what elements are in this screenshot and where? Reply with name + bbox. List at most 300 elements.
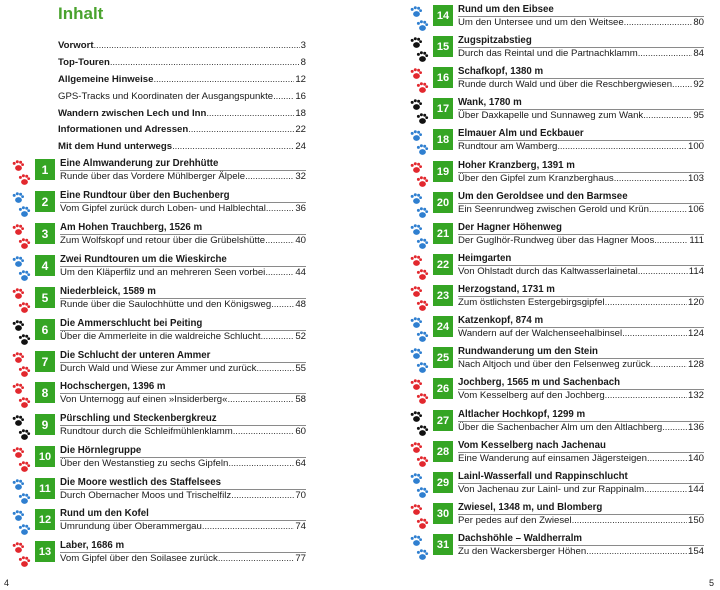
tour-number-badge: 19 xyxy=(433,161,453,182)
tour-subtitle: Vom Gipfel zurück durch Loben- und Halblechtal xyxy=(60,203,266,214)
leader-dots xyxy=(624,17,693,28)
leader-dots xyxy=(638,266,688,277)
intro-entry[interactable] xyxy=(58,108,306,125)
tour-entry[interactable] xyxy=(0,413,360,443)
tour-page: 100 xyxy=(687,141,704,152)
paw-black-icon xyxy=(12,415,32,443)
leader-dots xyxy=(228,458,294,469)
paw-marker xyxy=(410,68,430,96)
tour-title: Eine Rundtour über den Buchenberg xyxy=(60,190,230,201)
tour-page: 111 xyxy=(689,235,704,246)
tour-subtitle: Rundtour durch die Schleifmühlenklamm xyxy=(60,426,233,437)
tour-title: Dachshöhle – Waldherralm xyxy=(458,533,582,544)
tour-title: Niederbleick, 1589 m xyxy=(60,286,156,297)
leader-dots xyxy=(643,110,692,121)
tour-subtitle: Runde durch Wald und über die Reschbergwiesen xyxy=(458,79,673,90)
tour-number-badge: 10 xyxy=(35,446,55,467)
intro-entry-label: Allgemeine Hinweise xyxy=(58,73,154,85)
tour-page: 70 xyxy=(295,490,306,501)
tour-subtitle-line xyxy=(458,235,704,246)
leader-dots xyxy=(273,91,294,102)
paw-red-icon xyxy=(12,542,32,570)
tour-entry[interactable] xyxy=(0,254,360,284)
tour-number-badge: 26 xyxy=(433,378,453,399)
tour-subtitle: Per pedes auf den Zwiesel xyxy=(458,515,572,526)
tour-subtitle-line xyxy=(60,521,306,532)
paw-marker xyxy=(410,37,430,65)
tour-subtitle-line xyxy=(458,297,704,308)
tour-entry[interactable] xyxy=(398,440,720,470)
leader-dots xyxy=(586,546,687,557)
tour-title: Jochberg, 1565 m und Sachenbach xyxy=(458,377,621,388)
intro-entry-page: 24 xyxy=(295,141,306,153)
tour-title: Schafkopf, 1380 m xyxy=(458,66,544,77)
page-number-left: 4 xyxy=(4,578,10,588)
paw-blue-icon xyxy=(410,348,430,376)
paw-marker xyxy=(12,320,32,348)
leader-dots xyxy=(265,267,294,278)
tour-title: Der Hagner Höhenweg xyxy=(458,222,562,233)
intro-entry-label: Mit dem Hund unterwegs xyxy=(58,141,173,153)
paw-marker xyxy=(410,473,430,501)
tour-subtitle: Runde über das Vordere Mühlberger Älpele xyxy=(60,171,246,182)
paw-blue-icon xyxy=(12,192,32,220)
intro-entry-page: 3 xyxy=(300,40,306,51)
tour-subtitle-line xyxy=(458,546,704,557)
tour-subtitle-line xyxy=(458,173,704,184)
tour-title: Zwiesel, 1348 m, und Blomberg xyxy=(458,502,603,513)
tour-entry[interactable] xyxy=(398,128,720,158)
tour-subtitle-line xyxy=(458,79,704,90)
tour-subtitle-line xyxy=(60,171,306,182)
tour-entry[interactable] xyxy=(398,284,720,314)
tour-title: Eine Almwanderung zur Drehhütte xyxy=(60,158,219,169)
intro-entry-page: 12 xyxy=(295,73,306,85)
paw-marker xyxy=(410,193,430,221)
tour-subtitle-line xyxy=(60,426,306,437)
tour-subtitle: Zu den Wackersberger Höhen xyxy=(458,546,587,557)
leader-dots xyxy=(265,235,294,246)
tour-subtitle: Um den Kläperfilz und an mehreren Seen vorbei xyxy=(60,267,266,278)
tour-number-badge: 21 xyxy=(433,223,453,244)
paw-marker xyxy=(410,348,430,376)
intro-entry-label: Top-Touren xyxy=(58,56,110,68)
tour-title: Herzogstand, 1731 m xyxy=(458,284,555,295)
intro-list xyxy=(58,40,306,158)
paw-marker xyxy=(410,255,430,283)
leader-dots xyxy=(227,394,294,405)
tour-title: Zwei Rundtouren um die Wieskirche xyxy=(60,254,227,265)
tour-entry[interactable] xyxy=(398,97,720,127)
tour-title: Die Ammerschlucht bei Peiting xyxy=(60,318,203,329)
paw-blue-icon xyxy=(410,6,430,34)
tour-entry[interactable] xyxy=(398,66,720,96)
tour-subtitle-line xyxy=(458,359,704,370)
tour-title: Die Moore westlich des Staffelsees xyxy=(60,477,221,488)
paw-black-icon xyxy=(410,99,430,127)
paw-marker xyxy=(410,130,430,158)
tour-number-badge: 6 xyxy=(35,319,55,340)
paw-marker xyxy=(410,504,430,532)
tour-number-badge: 28 xyxy=(433,441,453,462)
tour-page: 58 xyxy=(295,394,306,405)
paw-blue-icon xyxy=(12,256,32,284)
intro-entry-page: 8 xyxy=(300,56,306,68)
paw-marker xyxy=(410,411,430,439)
paw-red-icon xyxy=(12,160,32,188)
tour-page: 136 xyxy=(687,422,704,433)
intro-entry[interactable] xyxy=(58,141,306,158)
tour-entry[interactable] xyxy=(0,318,360,348)
tour-number-badge: 7 xyxy=(35,351,55,372)
paw-marker xyxy=(410,535,430,563)
tour-subtitle-line xyxy=(458,328,704,339)
tour-page: 92 xyxy=(693,79,704,90)
paw-red-icon xyxy=(12,288,32,316)
tour-entry[interactable] xyxy=(398,253,720,283)
tour-subtitle-line xyxy=(60,553,306,564)
tour-title: Hoher Kranzberg, 1391 m xyxy=(458,160,575,171)
intro-entry-page: 22 xyxy=(295,124,306,136)
tour-page: 44 xyxy=(295,267,306,278)
leader-dots xyxy=(233,426,295,437)
intro-entry-label: GPS-Tracks und Koordinaten der Ausgangspunkte xyxy=(58,90,274,102)
tour-subtitle: Nach Altjoch und über den Felsenweg zurück xyxy=(458,359,651,370)
tour-number-badge: 8 xyxy=(35,382,55,403)
leader-dots xyxy=(651,359,687,370)
paw-blue-icon xyxy=(12,479,32,507)
intro-entry-page: 16 xyxy=(295,90,306,102)
paw-blue-icon xyxy=(12,510,32,538)
leader-dots xyxy=(153,74,294,85)
tour-entry[interactable] xyxy=(398,4,720,34)
tour-page: 80 xyxy=(693,17,704,28)
leader-dots xyxy=(231,490,294,501)
leader-dots xyxy=(218,553,294,564)
intro-entry-label: Informationen und Adressen xyxy=(58,124,189,136)
tour-subtitle-line xyxy=(458,17,704,28)
paw-blue-icon xyxy=(410,130,430,158)
tour-title: Katzenkopf, 874 m xyxy=(458,315,544,326)
tour-number-badge: 4 xyxy=(35,255,55,276)
leader-dots xyxy=(188,124,294,135)
paw-black-icon xyxy=(410,37,430,65)
tour-title: Hochschergen, 1396 m xyxy=(60,381,166,392)
tour-subtitle: Zum Wolfskopf und retour über die Grübelshütte xyxy=(60,235,266,246)
tour-subtitle-line xyxy=(458,515,704,526)
paw-red-icon xyxy=(410,504,430,532)
intro-entry-label: Wandern zwischen Lech und Inn xyxy=(58,107,207,119)
paw-marker xyxy=(410,379,430,407)
tour-subtitle: Ein Seenrundweg zwischen Gerold und Krün xyxy=(458,204,649,215)
tour-page: 64 xyxy=(295,458,306,469)
tour-page: 154 xyxy=(687,546,704,557)
paw-marker xyxy=(12,510,32,538)
tour-entry[interactable] xyxy=(398,315,720,345)
paw-red-icon xyxy=(12,352,32,380)
tour-entry[interactable] xyxy=(398,409,720,439)
tour-entry[interactable] xyxy=(0,540,360,570)
leader-dots xyxy=(622,328,687,339)
tour-number-badge: 17 xyxy=(433,98,453,119)
tour-page: 52 xyxy=(295,331,306,342)
tour-subtitle-line xyxy=(458,390,704,401)
tour-subtitle: Über die Sachenbacher Alm um den Altlachberg xyxy=(458,422,663,433)
tour-subtitle-line xyxy=(60,267,306,278)
paw-marker xyxy=(410,286,430,314)
paw-red-icon xyxy=(410,379,430,407)
tour-subtitle-line xyxy=(60,490,306,501)
tour-title: Rund um den Kofel xyxy=(60,508,149,519)
tour-subtitle-line xyxy=(458,110,704,121)
page-number-right: 5 xyxy=(708,578,714,588)
leader-dots xyxy=(245,171,294,182)
intro-entry-page: 18 xyxy=(295,107,306,119)
tour-subtitle: Von Jachenau zur Lainl- und zur Rappinalm xyxy=(458,484,645,495)
paw-marker xyxy=(12,415,32,443)
tour-subtitle: Rundtour am Wamberg xyxy=(458,141,558,152)
leader-dots xyxy=(557,141,687,152)
tour-title: Vom Kesselberg nach Jachenau xyxy=(458,440,606,451)
paw-red-icon xyxy=(410,68,430,96)
tour-page: 150 xyxy=(687,515,704,526)
paw-marker xyxy=(410,6,430,34)
tour-title: Die Schlucht der unteren Ammer xyxy=(60,350,211,361)
tour-entry[interactable] xyxy=(0,477,360,507)
tour-subtitle-line xyxy=(458,266,704,277)
tour-number-badge: 16 xyxy=(433,67,453,88)
tour-entry[interactable] xyxy=(0,190,360,220)
tour-subtitle: Über die Ammerleite in die waldreiche Schlucht xyxy=(60,331,261,342)
tour-title: Zugspitzabstieg xyxy=(458,35,532,46)
page-title: Inhalt xyxy=(58,4,104,23)
leader-dots xyxy=(638,48,693,59)
tour-subtitle-line xyxy=(60,203,306,214)
tour-number-badge: 14 xyxy=(433,5,453,26)
tour-page: 120 xyxy=(687,297,704,308)
tour-entry[interactable] xyxy=(0,381,360,411)
paw-marker xyxy=(410,317,430,345)
tour-subtitle-line xyxy=(60,331,306,342)
tour-subtitle: Vom Gipfel über den Soilasee zurück xyxy=(60,553,218,564)
tour-title: Wank, 1780 m xyxy=(458,97,522,108)
leader-dots xyxy=(202,521,294,532)
paw-red-icon xyxy=(410,286,430,314)
tour-number-badge: 3 xyxy=(35,223,55,244)
leader-dots xyxy=(605,297,687,308)
tour-title: Lainl-Wasserfall und Rappinschlucht xyxy=(458,471,628,482)
tour-title: Altlacher Hochkopf, 1299 m xyxy=(458,409,586,420)
tour-subtitle: Vom Kesselberg auf den Jochberg xyxy=(458,390,605,401)
leader-dots xyxy=(649,204,687,215)
paw-red-icon xyxy=(12,447,32,475)
paw-blue-icon xyxy=(410,317,430,345)
paw-marker xyxy=(12,479,32,507)
paw-marker xyxy=(410,224,430,252)
tour-number-badge: 2 xyxy=(35,191,55,212)
tour-number-badge: 22 xyxy=(433,254,453,275)
leader-dots xyxy=(662,422,687,433)
tour-title: Rundwanderung um den Stein xyxy=(458,346,598,357)
tour-title: Pürschling und Steckenbergkreuz xyxy=(60,413,217,424)
tour-subtitle-line xyxy=(60,394,306,405)
tour-title: Laber, 1686 m xyxy=(60,540,125,551)
paw-marker xyxy=(410,99,430,127)
tour-title: Heimgarten xyxy=(458,253,512,264)
paw-blue-icon xyxy=(410,535,430,563)
tour-entry[interactable] xyxy=(398,502,720,532)
tour-subtitle: Über den Westanstieg zu sechs Gipfeln xyxy=(60,458,229,469)
tour-page: 128 xyxy=(687,359,704,370)
tour-page: 132 xyxy=(687,390,704,401)
tour-entry[interactable] xyxy=(0,445,360,475)
tour-entry[interactable] xyxy=(398,471,720,501)
tour-entry[interactable] xyxy=(0,158,360,188)
intro-entry[interactable] xyxy=(58,40,306,57)
tour-page: 144 xyxy=(687,484,704,495)
tour-number-badge: 27 xyxy=(433,410,453,431)
leader-dots xyxy=(614,173,687,184)
tour-number-badge: 12 xyxy=(35,509,55,530)
tour-subtitle-line xyxy=(458,204,704,215)
tour-entry[interactable] xyxy=(398,533,720,563)
tour-number-badge: 11 xyxy=(35,478,55,499)
paw-black-icon xyxy=(12,320,32,348)
paw-marker xyxy=(12,256,32,284)
paw-marker xyxy=(12,192,32,220)
tour-subtitle: Zum östlichsten Estergebirgsgipfel xyxy=(458,297,605,308)
tour-page: 36 xyxy=(295,203,306,214)
leader-dots xyxy=(572,515,687,526)
leader-dots xyxy=(605,390,687,401)
intro-entry[interactable] xyxy=(58,74,306,91)
paw-marker xyxy=(12,160,32,188)
tour-subtitle: Über Daxkapelle und Sunnaweg zum Wank xyxy=(458,110,644,121)
tour-subtitle: Der Guglhör-Rundweg über das Hagner Moos xyxy=(458,235,655,246)
tour-entry[interactable] xyxy=(0,286,360,316)
tour-page: 40 xyxy=(295,235,306,246)
leader-dots xyxy=(94,40,300,51)
tour-entry[interactable] xyxy=(0,222,360,252)
paw-marker xyxy=(12,447,32,475)
intro-entry[interactable] xyxy=(58,124,306,141)
tour-subtitle-line xyxy=(458,484,704,495)
tour-subtitle: Umrundung über Oberammergau xyxy=(60,521,202,532)
tour-subtitle-line xyxy=(458,453,704,464)
paw-blue-icon xyxy=(410,193,430,221)
leader-dots xyxy=(261,331,295,342)
tour-title: Die Hörnlegruppe xyxy=(60,445,142,456)
leader-dots xyxy=(654,235,688,246)
tour-entry[interactable] xyxy=(398,346,720,376)
tour-entry[interactable] xyxy=(398,35,720,65)
tour-page: 95 xyxy=(693,110,704,121)
tour-page: 103 xyxy=(687,173,704,184)
tour-title: Elmauer Alm und Eckbauer xyxy=(458,128,584,139)
tour-entry[interactable] xyxy=(0,508,360,538)
tour-entry[interactable] xyxy=(398,222,720,252)
tour-subtitle-line xyxy=(60,458,306,469)
paw-marker xyxy=(12,288,32,316)
tour-number-badge: 18 xyxy=(433,129,453,150)
tour-page: 48 xyxy=(295,299,306,310)
tour-number-badge: 31 xyxy=(433,534,453,555)
tour-entry[interactable] xyxy=(398,191,720,221)
paw-marker xyxy=(410,162,430,190)
tour-number-badge: 1 xyxy=(35,159,55,180)
tour-subtitle: Von Unternogg auf einen »Insiderberg« xyxy=(60,394,228,405)
leader-dots xyxy=(256,363,294,374)
leader-dots xyxy=(206,108,294,119)
paw-black-icon xyxy=(410,411,430,439)
tour-page: 32 xyxy=(295,171,306,182)
paw-red-icon xyxy=(410,255,430,283)
tour-title: Um den Geroldsee und den Barmsee xyxy=(458,191,628,202)
tour-page: 55 xyxy=(295,363,306,374)
tour-subtitle: Eine Wanderung auf einsamen Jägersteigen xyxy=(458,453,647,464)
paw-red-icon xyxy=(410,442,430,470)
tour-page: 74 xyxy=(295,521,306,532)
leader-dots xyxy=(172,141,294,152)
tour-subtitle-line xyxy=(60,235,306,246)
paw-red-icon xyxy=(12,224,32,252)
tour-subtitle: Wandern auf der Walchenseehalbinsel xyxy=(458,328,623,339)
tour-subtitle-line xyxy=(458,422,704,433)
tour-page: 140 xyxy=(687,453,704,464)
paw-marker xyxy=(12,224,32,252)
tour-number-badge: 15 xyxy=(433,36,453,57)
tour-number-badge: 13 xyxy=(35,541,55,562)
paw-red-icon xyxy=(12,383,32,411)
leader-dots xyxy=(647,453,687,464)
tour-entry[interactable] xyxy=(398,160,720,190)
tour-subtitle: Über den Gipfel zum Kranzberghaus xyxy=(458,173,614,184)
leader-dots xyxy=(672,79,692,90)
tour-subtitle-line xyxy=(60,363,306,374)
tour-number-badge: 5 xyxy=(35,287,55,308)
paw-blue-icon xyxy=(410,473,430,501)
paw-marker xyxy=(12,352,32,380)
intro-entry[interactable] xyxy=(58,57,306,74)
tour-subtitle-line xyxy=(458,141,704,152)
tour-number-badge: 30 xyxy=(433,503,453,524)
tour-subtitle: Von Ohlstadt durch das Kaltwasserlainetal xyxy=(458,266,638,277)
tour-number-badge: 25 xyxy=(433,347,453,368)
leader-dots xyxy=(644,484,687,495)
tour-number-badge: 20 xyxy=(433,192,453,213)
tour-subtitle-line xyxy=(60,299,306,310)
paw-marker xyxy=(12,383,32,411)
paw-blue-icon xyxy=(410,224,430,252)
tour-entry[interactable] xyxy=(398,377,720,407)
paw-marker xyxy=(12,542,32,570)
tour-subtitle: Runde über die Saulochhütte und den Königsweg xyxy=(60,299,272,310)
tour-subtitle: Durch Wald und Wiese zur Ammer und zurück xyxy=(60,363,257,374)
tour-entry[interactable] xyxy=(0,350,360,380)
leader-dots xyxy=(266,203,294,214)
tour-page: 77 xyxy=(295,553,306,564)
paw-marker xyxy=(410,442,430,470)
leader-dots xyxy=(271,299,294,310)
leader-dots xyxy=(110,57,300,68)
tour-subtitle-line xyxy=(458,48,704,59)
tour-number-badge: 9 xyxy=(35,414,55,435)
tour-page: 114 xyxy=(688,266,704,277)
tour-page: 106 xyxy=(687,204,704,215)
tour-title: Am Hohen Trauchberg, 1526 m xyxy=(60,222,203,233)
intro-entry[interactable] xyxy=(58,91,306,108)
paw-red-icon xyxy=(410,162,430,190)
